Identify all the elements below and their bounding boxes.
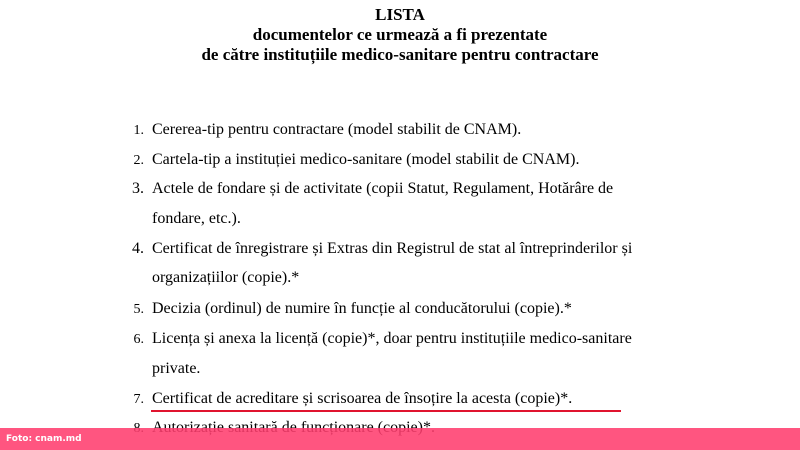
list-item-text-continued: private. bbox=[152, 360, 201, 377]
list-item-text: Cartela-tip a instituției medico-sanitare (model stabilit de CNAM). bbox=[152, 151, 580, 168]
list-item-text-continued: fondare, etc.). bbox=[152, 210, 241, 227]
list-item-number: 3. bbox=[132, 180, 144, 197]
list-item-text: Decizia (ordinul) de numire în funcție al conducătorului (copie).* bbox=[152, 300, 572, 317]
list-item-number: 5. bbox=[133, 302, 144, 317]
document-subtitle-line-1: documentelor ce urmează a fi prezentate bbox=[252, 25, 548, 44]
document-title: LISTA bbox=[375, 5, 425, 24]
list-item-number: 1. bbox=[133, 123, 144, 138]
list-item-text: Cererea-tip pentru contractare (model stabilit de CNAM). bbox=[152, 121, 522, 138]
list-item-text: Certificat de înregistrare și Extras din Registrul de stat al întreprinderilor și bbox=[152, 240, 633, 257]
list-item-text: Licența și anexa la licență (copie)*, doar pentru instituțiile medico-sanitare bbox=[152, 330, 632, 347]
highlight-underline bbox=[151, 410, 621, 412]
list-item-text: Actele de fondare și de activitate (copii Statut, Regulament, Hotărâre de bbox=[152, 180, 614, 197]
list-item-number: 2. bbox=[133, 153, 144, 168]
list-item-number: 6. bbox=[133, 332, 144, 347]
photo-credit-bar bbox=[0, 428, 800, 450]
list-item-number: 4. bbox=[132, 240, 144, 257]
list-item-number: 7. bbox=[133, 392, 144, 407]
document-subtitle-line-2: de către instituțiile medico-sanitare pentru contractare bbox=[201, 45, 599, 64]
photo-credit: Foto: cnam.md bbox=[6, 434, 82, 444]
list-item-text-highlighted: Certificat de acreditare și scrisoarea de însoțire la acesta (copie)*. bbox=[152, 390, 573, 407]
list-item-text-continued: organizațiilor (copie).* bbox=[152, 269, 300, 286]
